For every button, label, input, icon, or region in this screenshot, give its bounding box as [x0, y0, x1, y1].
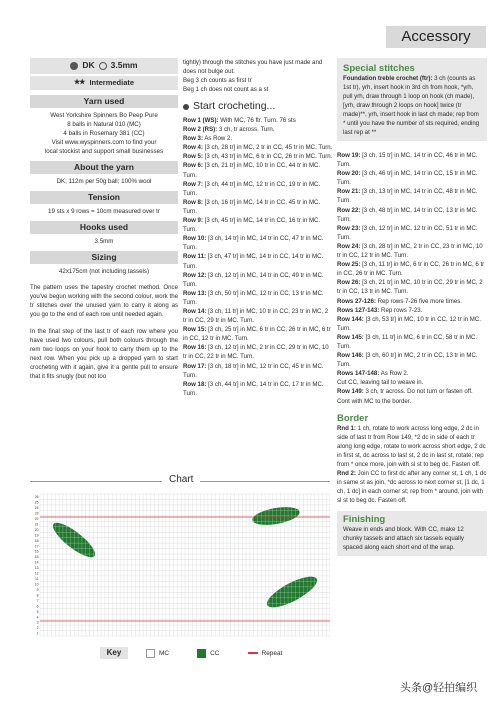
intro-paragraph-2: In the final step of the last tr of each row where you have used two colours, pull both colours through the rem two loops on your hook to carry them up to the next row. When you pick up a dropped yarn to start crocheting with it again, give it a gentle pull to ensure that it fits snugly (but not too [30, 328, 178, 380]
row-number: 2 [36, 626, 39, 631]
row-number: 14 [34, 560, 39, 565]
pattern-row: Row 17: [3 ch, 18 tr] in MC, 12 tr in CC, 45 tr in MC. Turn. [183, 362, 324, 379]
pattern-row: Row 11: [3 ch, 47 tr] in MC, 14 tr in CC, 14 tr in MC. Turn. [183, 253, 324, 270]
finishing-text: Weave in ends and block. With CC, make 12 chunky tassels and attach six tassels equally spaced along each short end of the wrap. [343, 525, 464, 551]
note-line: Beg 3 ch counts as first tr [183, 77, 252, 84]
pattern-row: Cut CC, leaving tail to weave in. [337, 379, 424, 387]
pattern-row: Row 12: [3 ch, 12 tr] in MC, 14 tr in CC, 49 tr in MC. Turn. [183, 271, 324, 288]
continued-text: tightly) through the stitches you have just made and does not bulge out. [183, 59, 323, 75]
pattern-row: Row 13: [3 ch, 50 tr] in MC, 12 tr in CC, 13 tr in MC. Turn. [183, 289, 324, 306]
divider [200, 481, 330, 482]
intro-paragraph-1: The pattern uses the tapestry crochet method. Once you've begun working with the second colour, work the tr stitches over the unused yarn to carry it along as you go to the end of each row until needed again. [30, 284, 178, 318]
tension-heading: Tension [30, 191, 178, 204]
pattern-row: Row 7: [3 ch, 44 tr] in MC, 12 tr in CC, 19 tr in MC. Turn. [183, 180, 321, 197]
row-number: 16 [34, 549, 39, 554]
colourwork-chart [30, 490, 330, 640]
hook-size: 3.5mm [110, 60, 138, 71]
row-number: 7 [36, 598, 39, 603]
left-column [30, 58, 178, 381]
border-heading: Border [337, 412, 369, 424]
about-yarn-heading: About the yarn [30, 161, 178, 174]
skill-level: Intermediate [89, 77, 135, 87]
sizing-body: 42x175cm (not including tassels) [58, 268, 150, 275]
yarn-weight: DK [82, 60, 95, 71]
section-tab [386, 26, 486, 48]
sizing-heading: Sizing [30, 251, 178, 264]
middle-column [183, 58, 333, 398]
row-number: 17 [34, 544, 39, 549]
bullet-icon [183, 104, 189, 110]
intro-text [30, 283, 178, 381]
hooks-body: 3.5mm [94, 238, 114, 245]
row-number: 18 [34, 538, 39, 543]
row-number: 13 [34, 566, 39, 571]
border-rnd-2: Rnd 2: Join CC to first dc after any corner st, 1 ch, 1 dc in same st as join, *dc across to next corner st, [1 dc, 1 ch, 1 dc] in each corner st; rep from * around, join with sl st to beg dc. Fasten off. [337, 469, 487, 504]
border-rnd-1: Rnd 1: 1 ch, rotate to work across long edge, 2 dc in side of last tr from Row 149, *2 dc in side of each tr along long edge, rotate to work across short edge, 2 dc in first st, dc across to last st, 2 dc in last st, rotate; rep from * once more, join with sl st to beg dc. Fasten off. [337, 424, 486, 468]
row-number: 21 [34, 522, 39, 527]
row-number: 6 [36, 604, 39, 609]
row-number: 1 [36, 631, 39, 636]
pattern-row: Row 25: [3 ch, 11 tr] in MC, 6 tr in CC, 26 tr in MC, 6 tr in CC, 26 tr in MC. Turn. [337, 261, 485, 278]
chart-heading: Chart [30, 474, 330, 488]
row-number: 12 [34, 571, 39, 576]
special-stitches-box [337, 58, 487, 141]
key-repeat: Repeat [248, 650, 283, 657]
yarn-used-body: West Yorkshire Spinners Bo Peep Pure 8 balls in Natural 010 (MC) 4 balls in Rosemary 381 (CC) Visit www.wyspinners.com to find your local stockist and support small businesses [44, 112, 164, 155]
row-number: 20 [34, 527, 39, 532]
hooks-heading: Hooks used [30, 221, 178, 234]
pattern-row: Row 16: [3 ch, 12 tr] in MC, 2 tr in CC, 29 tr in MC, 10 tr in CC, 22 tr in MC. Turn. [183, 344, 329, 361]
chart-key [100, 647, 304, 659]
row-number: 15 [34, 555, 39, 560]
pattern-row: Row 4: [3 ch, 28 tr] in MC, 2 tr in CC, 45 tr in MC. Turn. [183, 144, 333, 152]
tension-body: 19 sts x 9 rows = 10cm measured over tr [48, 208, 160, 215]
row-number: 11 [34, 577, 39, 582]
pattern-row: Row 21: [3 ch, 13 tr] in MC, 14 tr in CC, 48 tr in MC. Turn. [337, 188, 478, 205]
pattern-row: Row 20: [3 ch, 46 tr] in MC, 14 tr in CC, 15 tr in MC. Turn. [337, 170, 478, 187]
hook-icon [99, 62, 107, 70]
row-number: 25 [34, 500, 39, 505]
note-line: Beg 1 ch does not count as a st [183, 86, 269, 93]
key-label: Key [100, 647, 128, 659]
pattern-row: Row 24: [3 ch, 28 tr] in MC, 2 tr in CC, 23 tr in MC, 10 tr in CC, 12 tr in MC. Turn. [337, 242, 483, 260]
pattern-row: Row 6: [3 ch, 21 tr] in MC, 10 tr in CC, 44 tr in MC. Turn. [183, 162, 321, 179]
row-number: 9 [36, 587, 39, 592]
pattern-row: Row 145: [3 ch, 11 tr] in MC, 6 tr in CC, 58 tr in MC. Turn. [337, 333, 478, 350]
yarn-weight-badge [30, 58, 178, 74]
pattern-row: Row 1 (WS): With MC, 76 ftr. Turn. 76 sts [183, 117, 296, 124]
pattern-row: Row 2 (RS): 3 ch, tr across. Turn. [183, 126, 275, 134]
pattern-row: Row 26: [3 ch, 21 tr] in MC, 10 tr in CC, 29 tr in MC, 2 tr in CC, 13 tr in MC. Turn. [337, 279, 483, 296]
pattern-row: Rows 27-126: Rep rows 7-26 five more times. [337, 297, 462, 305]
pattern-row: Row 14: [3 ch, 11 tr] in MC, 10 tr in CC, 23 tr in MC, 2 tr in CC, 29 tr in MC. Turn. [183, 307, 329, 325]
pattern-row: Row 22: [3 ch, 48 tr] in MC, 14 tr in CC, 13 tr in MC. Turn. [337, 206, 478, 223]
pattern-row: Row 19: [3 ch, 15 tr] in MC, 14 tr in CC, 46 tr in MC. Turn. [337, 152, 478, 169]
row-number: 8 [36, 593, 39, 598]
pattern-row: Rows 127-143: Rep rows 7-23. [337, 306, 423, 314]
row-number: 10 [34, 582, 39, 587]
row-number: 24 [34, 506, 39, 511]
divider [30, 481, 162, 482]
pattern-rows-list [183, 116, 333, 398]
repeat-swatch [248, 652, 258, 654]
pattern-row: Row 3: As Row 2. [183, 135, 233, 143]
row-number: 19 [34, 533, 39, 538]
pattern-row: Row 15: [3 ch, 25 tr] in MC, 6 tr in CC, 26 tr in MC, 6 tr in CC, 12 tr in MC. Turn. [183, 326, 331, 343]
row-number: 4 [36, 615, 39, 620]
start-crocheting-heading: Start crocheting... [183, 102, 333, 111]
row-number: 5 [36, 609, 39, 614]
mc-swatch [146, 649, 155, 658]
pattern-row: Row 144: [3 ch, 53 tr] in MC, 10 tr in CC, 12 tr in MC. Turn. [337, 315, 481, 332]
pattern-row: Row 149: 3 ch, tr across. Do not turn or fasten off. Cont with MC to the border. [337, 388, 473, 405]
pattern-rows-list [337, 151, 487, 406]
section-title: Accessory [401, 28, 471, 45]
watermark: 头条@轻拍编织 [400, 682, 478, 694]
pattern-row: Row 5: [3 ch, 43 tr] in MC, 6 tr in CC, 26 tr in MC. Turn. [183, 153, 333, 161]
row-number: 23 [34, 511, 39, 516]
pattern-row: Row 23: [3 ch, 12 tr] in MC, 12 tr in CC, 51 tr in MC. Turn. [337, 224, 478, 241]
pattern-row: Rows 147-148: As Row 2. [337, 370, 409, 378]
cc-swatch [197, 649, 206, 658]
row-number: 3 [36, 620, 39, 625]
skill-level-badge [30, 76, 178, 90]
yarn-used-heading: Yarn used [30, 95, 178, 108]
row-number: 26 [34, 495, 39, 500]
pattern-row: Row 18: [3 ch, 44 tr] in MC, 14 tr in CC, 17 tr in MC. Turn. [183, 380, 324, 397]
pattern-row: Row 9: [3 ch, 45 tr] in MC, 14 tr in CC, 16 tr in MC. Turn. [183, 217, 321, 234]
key-mc: MC [146, 649, 169, 658]
finishing-heading: Finishing [343, 513, 386, 525]
pattern-row: Row 8: [3 ch, 16 tr] in MC, 14 tr in CC, 45 tr in MC. Turn. [183, 198, 321, 215]
yarn-ball-icon [70, 62, 78, 70]
star-rating-icon: ★★ [73, 79, 85, 87]
right-column [337, 58, 487, 556]
about-yarn-body: DK; 112m per 50g ball; 100% wool [56, 178, 152, 185]
finishing-box [337, 511, 487, 556]
pattern-row: Row 10: [3 ch, 14 tr] in MC, 14 tr in CC, 47 tr in MC. Turn. [183, 235, 324, 252]
special-stitches-heading: Special stitches [343, 63, 415, 74]
key-cc: CC [197, 649, 219, 658]
special-stitches-text: Foundation treble crochet (ftr): 3 ch (counts as 1st tr), yrh, insert hook in 3rd ch from hook, *yrh, pull yrh, draw through 1 loop on hook (ch made), [yrh, draw through 2 loops on hook] twice (tr made)**, yrh, insert hook in last ch made; rep from * until you have the number of sts required, ending last rep at ** [343, 75, 480, 136]
row-number: 22 [34, 516, 39, 521]
pattern-row: Row 146: [3 ch, 60 tr] in MC, 2 tr in CC, 13 tr in MC. Turn. [337, 352, 478, 369]
